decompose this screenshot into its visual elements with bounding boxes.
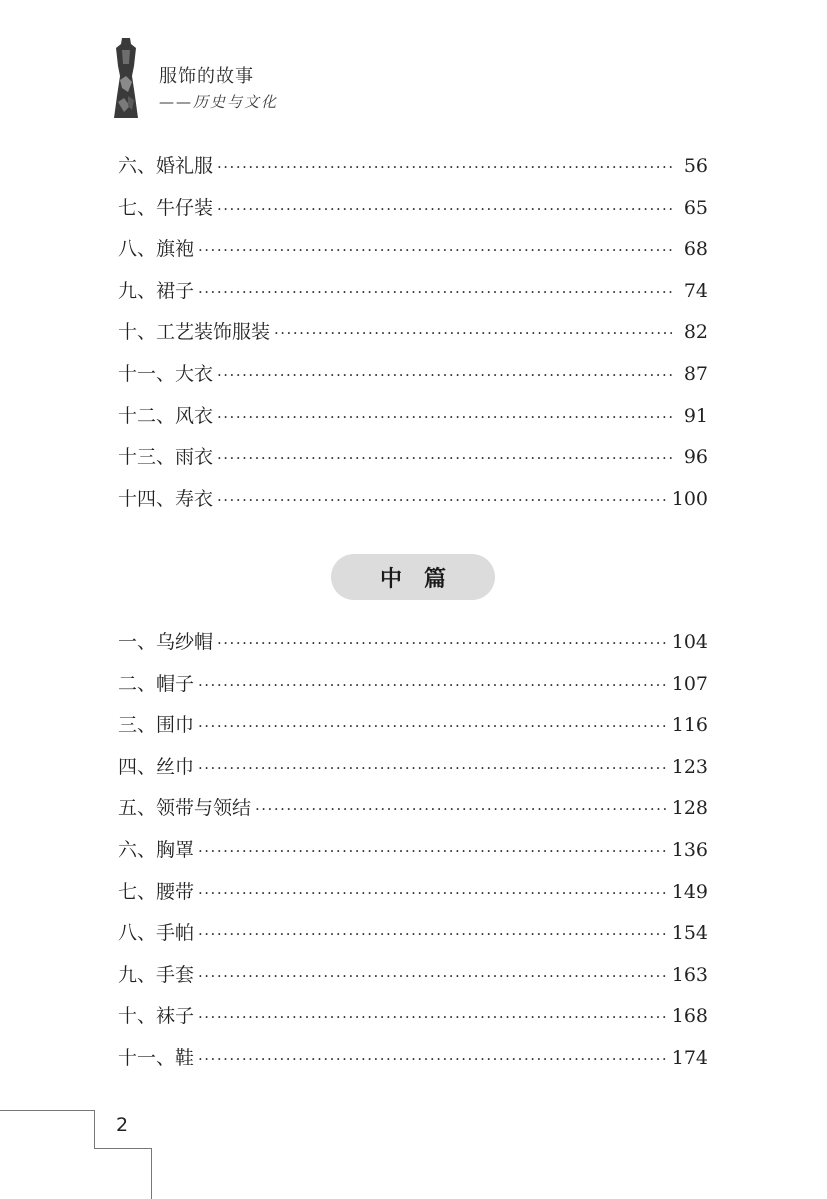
toc-entry-page: 163 xyxy=(671,963,708,986)
toc-entry-title: 九、裙子 xyxy=(118,279,195,302)
dot-leader xyxy=(198,665,666,707)
toc-entry-page: 68 xyxy=(683,238,708,261)
toc-entry-title: 五、领带与领结 xyxy=(118,797,252,820)
toc-entry[interactable] xyxy=(118,705,708,747)
toc-entry-title: 十三、雨衣 xyxy=(118,446,214,469)
dot-leader xyxy=(198,748,666,790)
toc-entry-title: 三、围巾 xyxy=(118,714,195,737)
footer-rule xyxy=(0,1110,94,1111)
dot-leader xyxy=(217,438,672,480)
qipao-dress-icon xyxy=(108,36,144,120)
footer-rule xyxy=(151,1148,152,1199)
toc-entry-page: 136 xyxy=(671,838,708,861)
toc-entry-title: 六、胸罩 xyxy=(118,838,195,861)
toc-entry-page: 65 xyxy=(683,196,708,219)
toc-entry[interactable] xyxy=(118,747,708,789)
dot-leader xyxy=(217,189,672,231)
dot-leader xyxy=(198,873,666,915)
toc-list-part1 xyxy=(118,146,708,520)
toc-entry-page: 96 xyxy=(683,446,708,469)
toc-entry-title: 七、腰带 xyxy=(118,880,195,903)
toc-entry[interactable] xyxy=(118,188,708,230)
toc-entry[interactable] xyxy=(118,830,708,872)
toc-entry-page: 104 xyxy=(671,631,708,653)
footer-rule xyxy=(94,1148,152,1149)
dot-leader xyxy=(198,956,666,998)
dot-leader xyxy=(217,623,666,665)
toc-entry[interactable] xyxy=(118,479,708,521)
toc-entry-page: 82 xyxy=(683,321,708,344)
toc-entry-page: 149 xyxy=(671,880,708,903)
toc-list-part2 xyxy=(118,622,708,1080)
toc-entry-page: 128 xyxy=(671,797,708,820)
toc-entry[interactable] xyxy=(118,996,708,1038)
toc-entry-title: 十、工艺装饰服装 xyxy=(118,321,271,344)
toc-entry[interactable] xyxy=(118,396,708,438)
toc-entry-title: 一、乌纱帽 xyxy=(118,631,214,653)
toc-entry-page: 107 xyxy=(671,672,708,695)
toc-entry[interactable] xyxy=(118,913,708,955)
footer-rule xyxy=(94,1110,95,1148)
toc-entry-title: 四、丝巾 xyxy=(118,755,195,778)
toc-entry-page: 174 xyxy=(671,1046,708,1069)
dot-leader xyxy=(198,706,666,748)
toc-entry-title: 六、婚礼服 xyxy=(118,155,214,177)
dot-leader xyxy=(198,997,666,1039)
toc-entry[interactable] xyxy=(118,437,708,479)
dot-leader xyxy=(198,914,666,956)
toc-entry[interactable] xyxy=(118,955,708,997)
toc-entry[interactable] xyxy=(118,788,708,830)
book-title: 服饰的故事 xyxy=(159,66,254,87)
toc-entry-title: 十二、风衣 xyxy=(118,404,214,427)
toc-entry-page: 168 xyxy=(671,1005,708,1028)
toc-entry[interactable] xyxy=(118,146,708,188)
toc-entry[interactable] xyxy=(118,664,708,706)
toc-entry-page: 154 xyxy=(671,922,708,945)
dot-leader xyxy=(217,480,666,522)
toc-entry-title: 十一、大衣 xyxy=(118,362,214,385)
toc-entry-page: 87 xyxy=(683,362,708,385)
toc-entry-title: 十、袜子 xyxy=(118,1005,195,1028)
toc-entry-title: 八、手帕 xyxy=(118,922,195,945)
toc-entry-title: 八、旗袍 xyxy=(118,238,195,261)
toc-entry[interactable] xyxy=(118,312,708,354)
dot-leader xyxy=(198,272,672,314)
toc-entry-page: 74 xyxy=(683,279,708,302)
page-number: 2 xyxy=(116,1114,129,1136)
toc-entry-page: 116 xyxy=(671,714,708,737)
toc-entry-page: 123 xyxy=(671,755,708,778)
dot-leader xyxy=(274,313,672,355)
toc-entry-title: 十一、鞋 xyxy=(118,1046,195,1069)
dot-leader xyxy=(198,230,672,272)
running-header xyxy=(108,36,408,122)
dot-leader xyxy=(198,831,666,873)
toc-entry-page: 100 xyxy=(671,487,708,510)
toc-entry[interactable] xyxy=(118,354,708,396)
dot-leader xyxy=(255,789,666,831)
dot-leader xyxy=(198,1039,666,1081)
dot-leader xyxy=(217,147,672,189)
toc-entry-title: 九、手套 xyxy=(118,963,195,986)
toc-entry-title: 二、帽子 xyxy=(118,672,195,695)
toc-entry[interactable] xyxy=(118,229,708,271)
dot-leader xyxy=(217,355,672,397)
toc-entry-title: 十四、寿衣 xyxy=(118,487,214,510)
toc-entry[interactable] xyxy=(118,622,708,664)
toc-entry[interactable] xyxy=(118,271,708,313)
toc-entry-page: 56 xyxy=(683,155,708,177)
toc-entry[interactable] xyxy=(118,1038,708,1080)
section-heading: 中篇 xyxy=(331,554,495,600)
book-subtitle: ——历史与文化 xyxy=(159,93,279,111)
toc-entry-title: 七、牛仔装 xyxy=(118,196,214,219)
toc-entry[interactable] xyxy=(118,872,708,914)
toc-entry-page: 91 xyxy=(683,404,708,427)
dot-leader xyxy=(217,397,672,439)
